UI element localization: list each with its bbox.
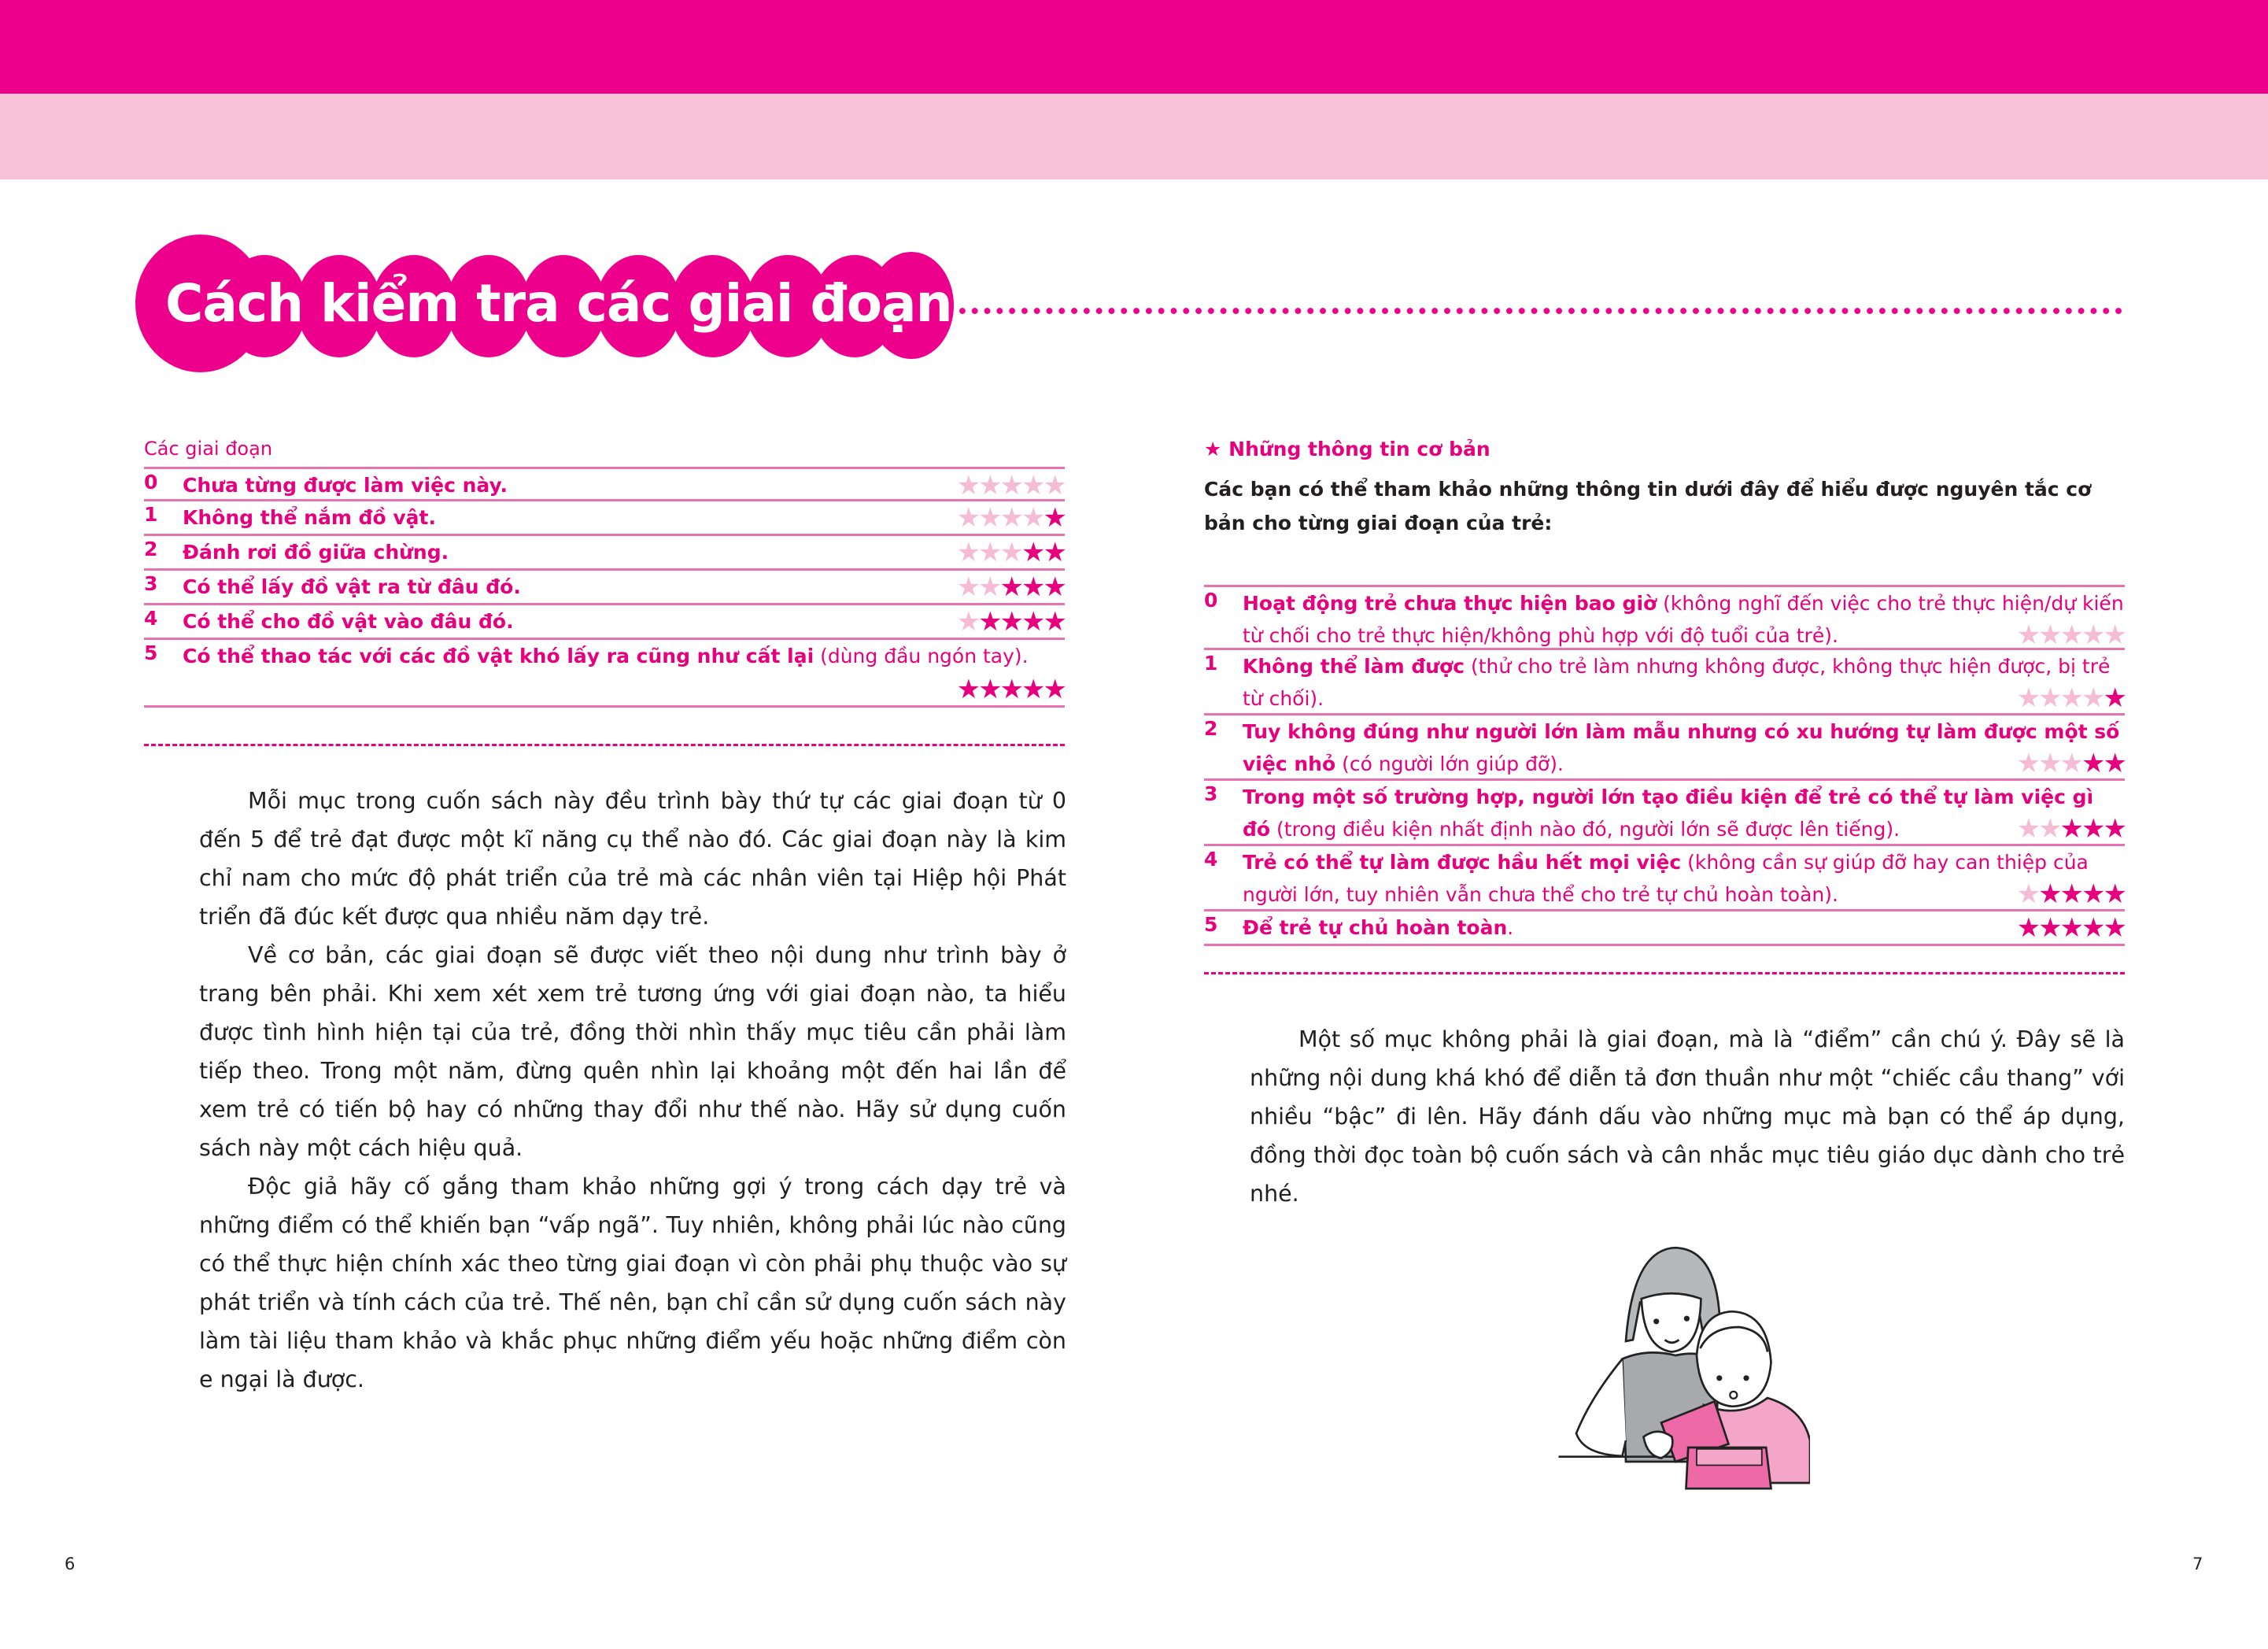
- rating-stars: [956, 571, 1065, 603]
- info-row-3: 3 Trong một số trường hợp, người lớn tạo điều kiện để trẻ có thể tự làm việc gì đó (trong điều kiện nhất định nào đó, người lớn sẽ được lên tiếng). ★★★★★: [1204, 782, 2125, 845]
- header-band-dark: [0, 0, 2268, 94]
- info-row-2: 2 Tuy không đúng như người lớn làm mẫu nhưng có xu hướng tự làm được một số việc nhỏ (có người lớn giúp đỡ). ★★★★★: [1204, 717, 2125, 779]
- star-empty-icon: ★★★: [2016, 748, 2082, 779]
- right-body-text: [1250, 1020, 2125, 1213]
- info-row-1: 1 Không thể làm được (thử cho trẻ làm nhưng không được, không thực hiện được, bị trẻ từ chối). ★★★★★: [1204, 652, 2125, 714]
- rating-stars: [957, 676, 1065, 703]
- star-filled-icon: ★★★: [999, 571, 1065, 603]
- rating-stars: [2016, 912, 2125, 944]
- paragraph: Độc giả hãy cố gắng tham khảo những gợi ý trong cách dạy trẻ và những điểm có thể khiến bạn “vấp ngã”. Tuy nhiên, không phải lúc nào cũng có thể thực hiện chính xác theo từng giai đoạn vì còn phải phụ thuộc vào sự phát triển và tính cách của trẻ. Thế nên, bạn chỉ cần sử dụng cuốn sách này làm tài liệu tham khảo và khắc phục những điểm yếu hoặc những điểm còn e ngại là được.: [199, 1174, 1066, 1392]
- page-title: Cách kiểm tra các giai đoạn: [165, 273, 952, 334]
- rating-stars: [956, 502, 1065, 534]
- stage-row-4: 4 Có thể cho đồ vật vào đâu đó. ★★★★★: [144, 605, 1065, 640]
- stage-row-0: 0 Chưa từng được làm việc này. ★★★★★: [144, 467, 1065, 501]
- star-filled-icon: ★★: [2081, 748, 2125, 779]
- stage-row-1: 1 Không thể nắm đồ vật. ★★★★★: [144, 501, 1065, 536]
- info-row-4: 4 Trẻ có thể tự làm được hầu hết mọi việc (không cần sự giúp đỡ hay can thiệp của người lớn, tuy nhiên vẫn chưa thể cho trẻ tự chủ hoàn toàn). ★★★★★: [1204, 848, 2125, 910]
- star-filled-icon: ★★★★: [2038, 878, 2125, 910]
- star-empty-icon: ★★★★★: [956, 470, 1065, 501]
- stage-row-5: 5 Có thể thao tác với các đồ vật khó lấy ra cũng như cất lại (dùng đầu ngón tay). ★★★★★: [144, 640, 1065, 708]
- paragraph: Mỗi mục trong cuốn sách này đều trình bày thứ tự các giai đoạn từ 0 đến 5 để trẻ đạt được một kĩ năng cụ thể nào đó. Các giai đoạn này là kim chỉ nam cho mức độ phát triển của trẻ mà các nhân viên tại Hiệp hội Phát triển đã đúc kết được qua nhiều năm dạy trẻ.: [199, 788, 1066, 930]
- title-bubble: [135, 235, 954, 372]
- rating-stars: [957, 472, 1065, 499]
- left-dashed-divider: [144, 744, 1065, 746]
- star-empty-icon: ★★★★★: [2016, 619, 2125, 651]
- left-stage-table: [144, 467, 1065, 708]
- rating-stars: [2017, 750, 2125, 777]
- star-empty-icon: ★★★★: [2016, 682, 2104, 714]
- star-icon: ★: [1204, 438, 1222, 460]
- star-filled-icon: ★★★★★: [2016, 912, 2125, 944]
- page-number-right: 7: [2192, 1555, 2203, 1573]
- rating-stars: [957, 539, 1065, 566]
- star-empty-icon: ★★★★: [956, 502, 1044, 534]
- star-filled-icon: ★★★★: [978, 606, 1065, 638]
- star-empty-icon: ★★: [956, 571, 1000, 603]
- title-dotted-rule: [956, 308, 2126, 314]
- page-number-left: 6: [65, 1555, 76, 1573]
- star-filled-icon: ★: [2103, 682, 2125, 714]
- star-empty-icon: ★: [2016, 878, 2039, 910]
- star-filled-icon: ★★: [1021, 537, 1065, 568]
- stages-caption: Các giai đoạn: [144, 438, 273, 460]
- left-body-text: [199, 782, 1066, 1399]
- mother-child-illustration: [1527, 1224, 1810, 1515]
- info-row-5: 5 Để trẻ tự chủ hoàn toàn. ★★★★★: [1204, 911, 2125, 946]
- illustration-icon: [1527, 1224, 1810, 1515]
- star-empty-icon: ★: [956, 606, 979, 638]
- right-stage-table: [1204, 585, 2125, 946]
- rating-stars: [2016, 682, 2125, 714]
- rating-stars: [2016, 813, 2125, 845]
- star-empty-icon: ★★: [2016, 813, 2060, 845]
- info-row-0: 0 Hoạt động trẻ chưa thực hiện bao giờ (không nghĩ đến việc cho trẻ thực hiện/dự kiến từ chối cho trẻ thực hiện/không phù hợp với độ tuổi của trẻ). ★★★★★: [1204, 585, 2125, 650]
- star-empty-icon: ★★★: [956, 537, 1022, 568]
- info-intro: Các bạn có thể tham khảo những thông tin dưới đây để hiểu được nguyên tắc cơ bản cho từng giai đoạn của trẻ:: [1204, 478, 2092, 534]
- rating-stars: [2016, 878, 2125, 910]
- rating-stars: [956, 606, 1065, 638]
- rating-stars: [2016, 619, 2125, 651]
- star-filled-icon: ★: [1043, 502, 1065, 534]
- star-filled-icon: ★★★★★: [956, 674, 1065, 705]
- info-heading: ★ Những thông tin cơ bản: [1204, 438, 1490, 460]
- stage-row-2: 2 Đánh rơi đồ giữa chừng. ★★★★★: [144, 536, 1065, 571]
- stage-row-3: 3 Có thể lấy đồ vật ra từ đâu đó. ★★★★★: [144, 571, 1065, 605]
- right-dashed-divider: [1204, 972, 2125, 974]
- star-filled-icon: ★★★: [2059, 813, 2125, 845]
- paragraph: Về cơ bản, các giai đoạn sẽ được viết theo nội dung như trình bày ở trang bên phải. Khi xem xét xem trẻ tương ứng với giai đoạn nào, ta hiểu được tình hình hiện tại của trẻ, đồng thời nhìn thấy mục tiêu cần phải làm tiếp theo. Trong một năm, đừng quên nhìn lại khoảng một đến hai lần để xem trẻ có tiến bộ hay có những thay đổi như thế nào. Hãy sử dụng cuốn sách này một cách hiệu quả.: [199, 942, 1066, 1161]
- paragraph: Một số mục không phải là giai đoạn, mà là “điểm” cần chú ý. Đây sẽ là những nội dung khá khó để diễn tả đơn thuần như một “chiếc cầu thang” với nhiều “bậc” đi lên. Hãy đánh dấu vào những mục mà bạn có thể áp dụng, đồng thời đọc toàn bộ cuốn sách và cân nhắc mục tiêu giáo dục dành cho trẻ nhé.: [1250, 1026, 2125, 1207]
- header-band-light: [0, 94, 2268, 179]
